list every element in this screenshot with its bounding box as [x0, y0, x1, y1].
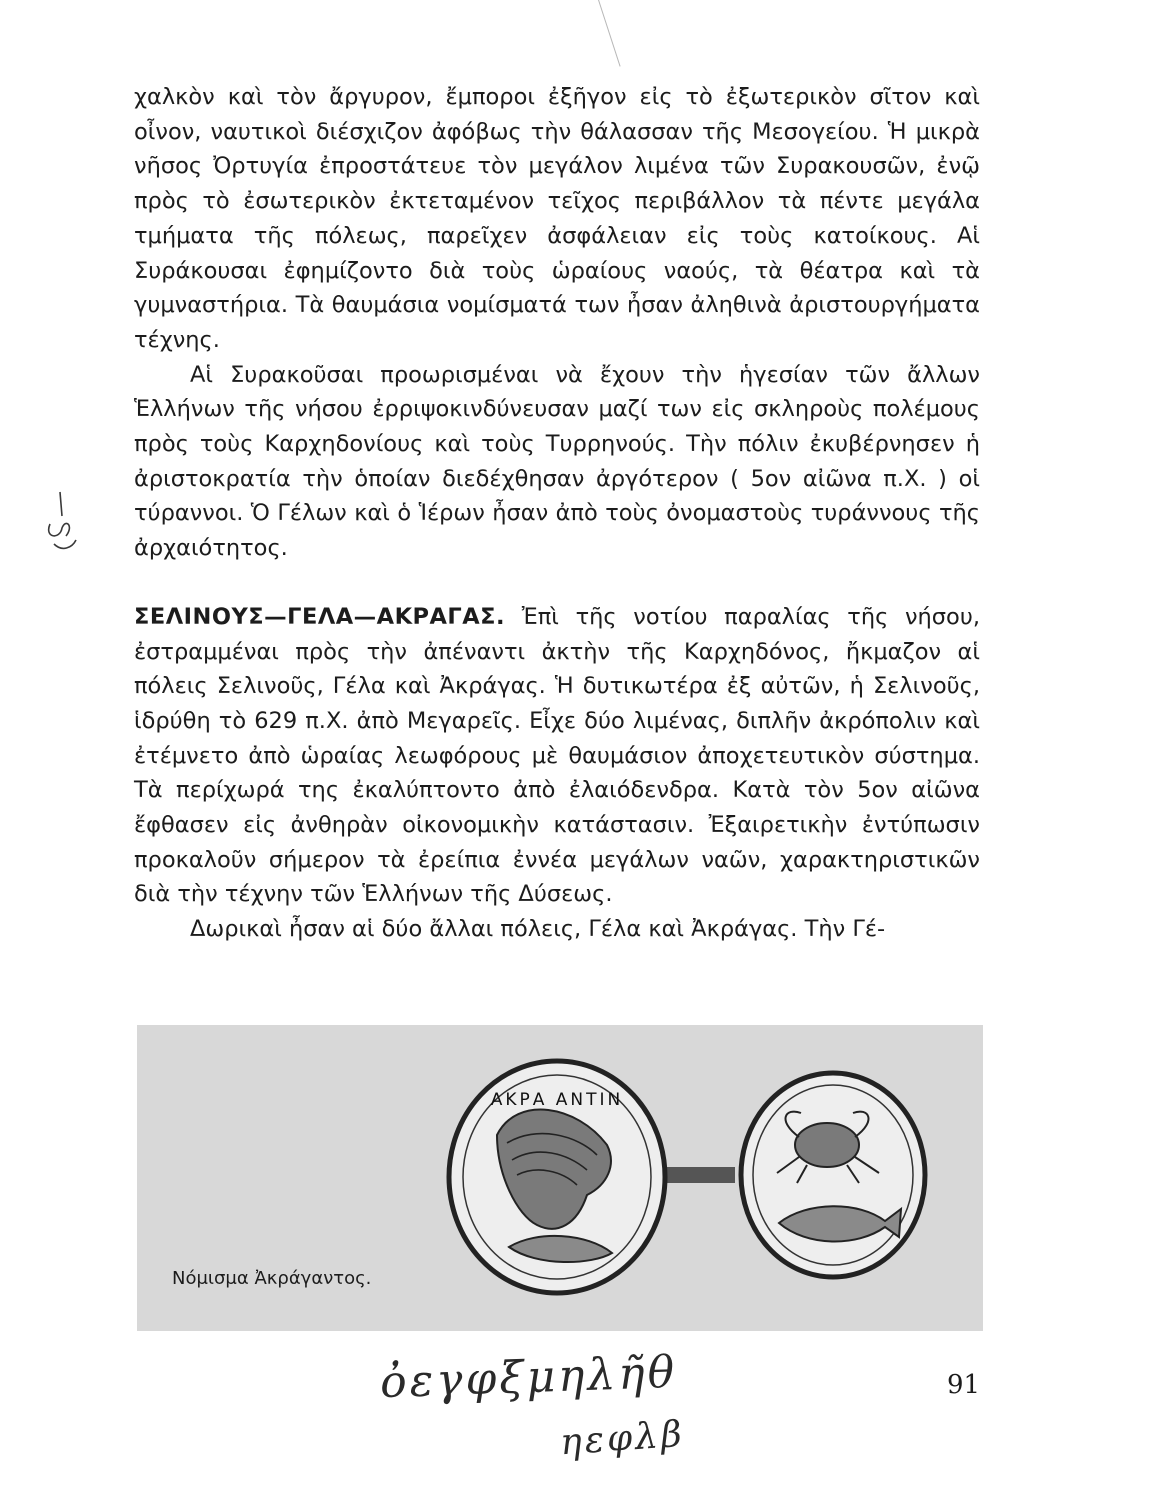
- section-heading: ΣΕΛΙΝΟΥΣ—ΓΕΛΑ—ΑΚΡΑΓΑΣ.: [134, 603, 506, 630]
- coin-legend-text: ΑΚΡΑ ΑΝΤΙΝ: [490, 1090, 624, 1110]
- coin-obverse-eagle: [449, 1061, 665, 1293]
- margin-handwritten-mark: [32, 488, 92, 562]
- paragraph-syracuse-description: χαλκὸν καὶ τὸν ἄργυρον, ἔμποροι ἐξῆγον εἰς τὸ ἐξωτερικὸν σῖτον καὶ οἶνον, ναυτικοὶ διέσχιζον ἀφόβως τὴν θάλασσαν τῆς Μεσογείου. Ἡ μικρὰ νῆσος Ὀρτυγία ἐπροστάτευε τὸν μεγάλον λιμένα τῶν Συρακουσῶν, ἐνῷ πρὸς τὸ ἐσωτερικὸν ἐκτεταμένον τεῖχος περιβάλλον τὰ πέντε μεγάλα τμήματα τῆς πόλεως, παρεῖχεν ἀσφάλειαν εἰς τοὺς κατοίκους. Αἱ Συράκουσαι ἐφημίζοντο διὰ τοὺς ὡραίους ναούς, τὰ θέατρα καὶ τὰ γυμναστήρια. Τὰ θαυμάσια νομίσματά των ἦσαν ἀληθινὰ ἀριστουργήματα τέχνης.: [134, 84, 980, 353]
- body-text: [134, 80, 980, 947]
- figure-caption: Νόμισμα Ἀκράγαντος.: [172, 1268, 372, 1289]
- paragraph-dorian-cities: Δωρικαὶ ἦσαν αἱ δύο ἄλλαι πόλεις, Γέλα καὶ Ἀκράγας. Τὴν Γέ-: [190, 916, 886, 943]
- page-number: 91: [947, 1370, 981, 1400]
- section-selinous-gela-akragas: [134, 600, 980, 912]
- section-text: Ἐπὶ τῆς νοτίου παραλίας τῆς νήσου, ἐστραμμέναι πρὸς τὴν ἀπέναντι ἀκτὴν τῆς Καρχηδόνος, ἤκμαζον αἱ πόλεις Σελινοῦς, Γέλα καὶ Ἀκράγας. Ἡ δυτικωτέρα ἐξ αὐτῶν, ἡ Σελινοῦς, ἱδρύθη τὸ 629 π.Χ. ἀπὸ Μεγαρεῖς. Εἶχε δύο λιμένας, διπλῆν ἀκρόπολιν καὶ ἐτέμνετο ἀπὸ ὡραίας λεωφόρους μὲ θαυμάσιον ἀποχετευτικὸν σύστημα. Τὰ περίχωρά της ἐκαλύπτοντο ἀπὸ ἐλαιόδενδρα. Κατὰ τὸν 5ον αἰῶνα ἔφθασεν εἰς ἀνθηρὰν οἰκονομικὴν κατάστασιν. Ἐξαιρετικὴν ἐντύπωσιν προκαλοῦν σήμερον τὰ ἐρείπια ἐννέα μεγάλων ναῶν, χαρακτηριστικῶν διὰ τὴν τέχνην τῶν Ἑλλήνων τῆς Δύσεως.: [134, 603, 980, 908]
- paragraph-syracuse-history: Αἱ Συρακοῦσαι προωρισμέναι νὰ ἔχουν τὴν ἡγεσίαν τῶν ἄλλων Ἑλλήνων τῆς νήσου ἐρριψοκινδύνευσαν μαζί των εἰς σκληροὺς πολέμους πρὸς τοὺς Καρχηδονίους καὶ τοὺς Τυρρηνούς. Τὴν πόλιν ἐκυβέρνησεν ἡ ἀριστοκρατία τὴν ὁποίαν διεδέχθησαν ἀργότερον ( 5ον αἰῶνα π.Χ. ) οἱ τύραννοι. Ὁ Γέλων καὶ ὁ Ἱέρων ἦσαν ἀπὸ τοὺς ὀνομαστοὺς τυράννους τῆς ἀρχαιότητος.: [134, 361, 980, 562]
- scan-artifact-line: [598, 0, 621, 67]
- handwritten-note-line2: ηεφλβ: [558, 1413, 687, 1464]
- handwritten-note-line1: ὀεγφξμηλῆθ: [379, 1346, 678, 1409]
- coin-reverse-crab: [741, 1073, 925, 1277]
